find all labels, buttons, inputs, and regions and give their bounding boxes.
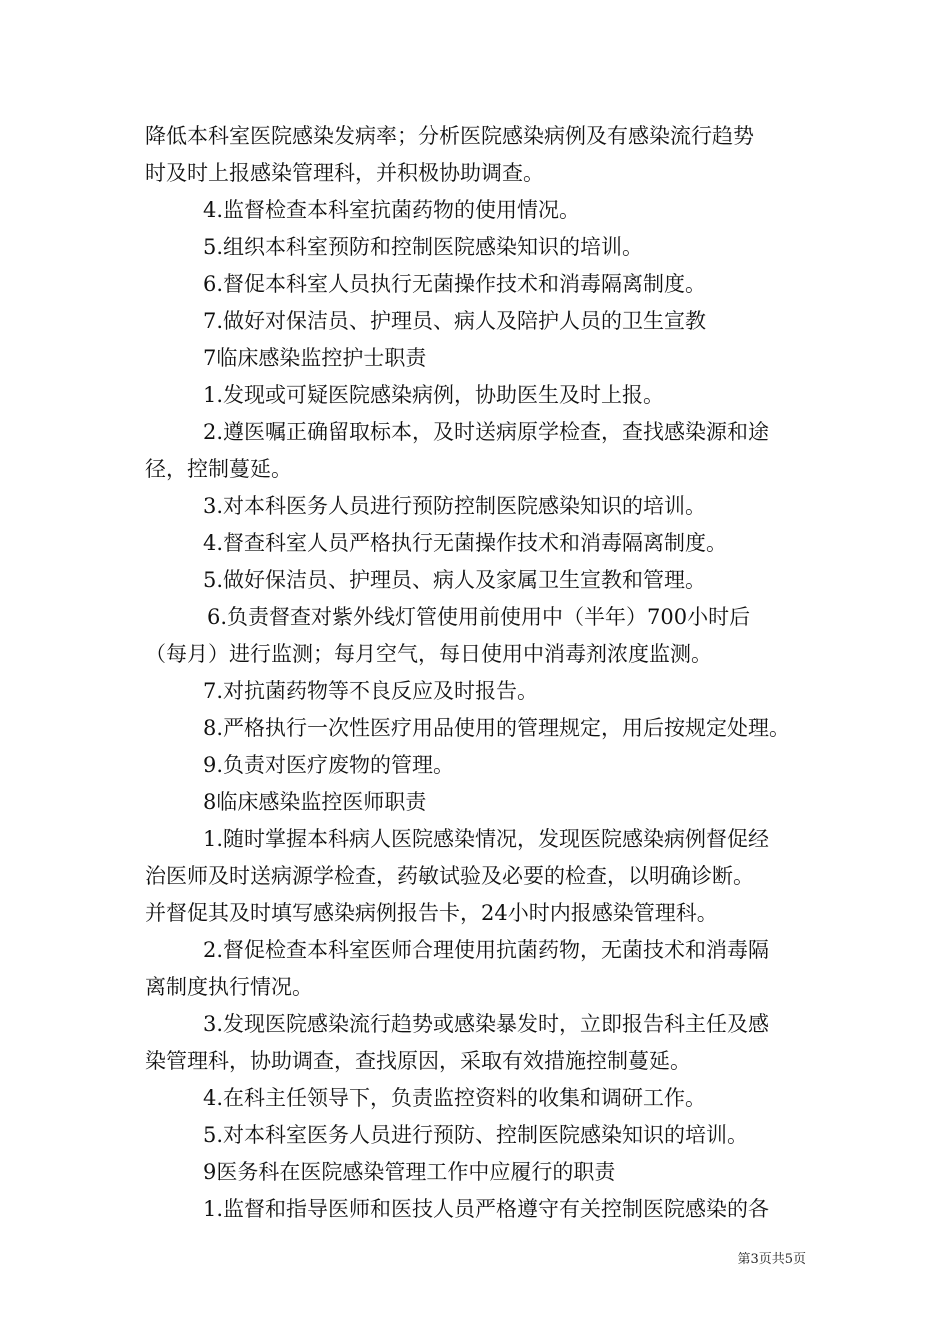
text-line: 3.对本科医务人员进行预防控制医院感染知识的培训。 [203, 494, 707, 518]
section-heading: 7临床感染监控护士职责 [203, 346, 427, 370]
text-line: （每月）进行监测；每月空气，每日使用中消毒剂浓度监测。 [145, 642, 712, 666]
text-line: 治医师及时送病源学检查，药敏试验及必要的检查，以明确诊断。 [145, 864, 754, 888]
text-line: 4.在科主任领导下，负责监控资料的收集和调研工作。 [203, 1086, 707, 1110]
page-number-footer: 第3页共5页 [737, 1252, 806, 1267]
document-body [145, 118, 815, 1228]
text-line: 4.督查科室人员严格执行无菌操作技术和消毒隔离制度。 [203, 531, 728, 555]
text-line: 4.监督检查本科室抗菌药物的使用情况。 [203, 198, 581, 222]
text-line: 1.监督和指导医师和医技人员严格遵守有关控制医院感染的各 [203, 1197, 770, 1221]
text-line: 离制度执行情况。 [145, 975, 313, 999]
text-line: 5.组织本科室预防和控制医院感染知识的培训。 [203, 235, 644, 259]
section-heading: 9医务科在医院感染管理工作中应履行的职责 [203, 1160, 616, 1184]
text-line: 1.发现或可疑医院感染病例，协助医生及时上报。 [203, 383, 665, 407]
text-line: 9.负责对医疗废物的管理。 [203, 753, 455, 777]
text-line: 染管理科，协助调查，查找原因，采取有效措施控制蔓延。 [145, 1049, 691, 1073]
section-heading: 8临床感染监控医师职责 [203, 790, 427, 814]
text-line: 5.对本科室医务人员进行预防、控制医院感染知识的培训。 [203, 1123, 749, 1147]
text-line: 1.随时掌握本科病人医院感染情况，发现医院感染病例督促经 [203, 827, 770, 851]
text-line: 降低本科室医院感染发病率；分析医院感染病例及有感染流行趋势 [145, 124, 754, 148]
text-line: 2.督促检查本科室医师合理使用抗菌药物，无菌技术和消毒隔 [203, 938, 770, 962]
text-line: 5.做好保洁员、护理员、病人及家属卫生宣教和管理。 [203, 568, 707, 592]
text-line: 8.严格执行一次性医疗用品使用的管理规定，用后按规定处理。 [203, 716, 791, 740]
text-line: 径，控制蔓延。 [145, 457, 292, 481]
text-line: 并督促其及时填写感染病例报告卡，24小时内报感染管理科。 [145, 901, 718, 925]
text-line: 6.负责督查对紫外线灯管使用前使用中（半年）700小时后 [207, 605, 751, 629]
text-line: 2.遵医嘱正确留取标本，及时送病原学检查，查找感染源和途 [203, 420, 770, 444]
text-line: 时及时上报感染管理科，并积极协助调查。 [145, 161, 544, 185]
text-line: 3.发现医院感染流行趋势或感染暴发时，立即报告科主任及感 [203, 1012, 770, 1036]
text-line: 6.督促本科室人员执行无菌操作技术和消毒隔离制度。 [203, 272, 707, 296]
text-line: 7.对抗菌药物等不良反应及时报告。 [203, 679, 539, 703]
text-line: 7.做好对保洁员、护理员、病人及陪护人员的卫生宣教 [203, 309, 707, 333]
